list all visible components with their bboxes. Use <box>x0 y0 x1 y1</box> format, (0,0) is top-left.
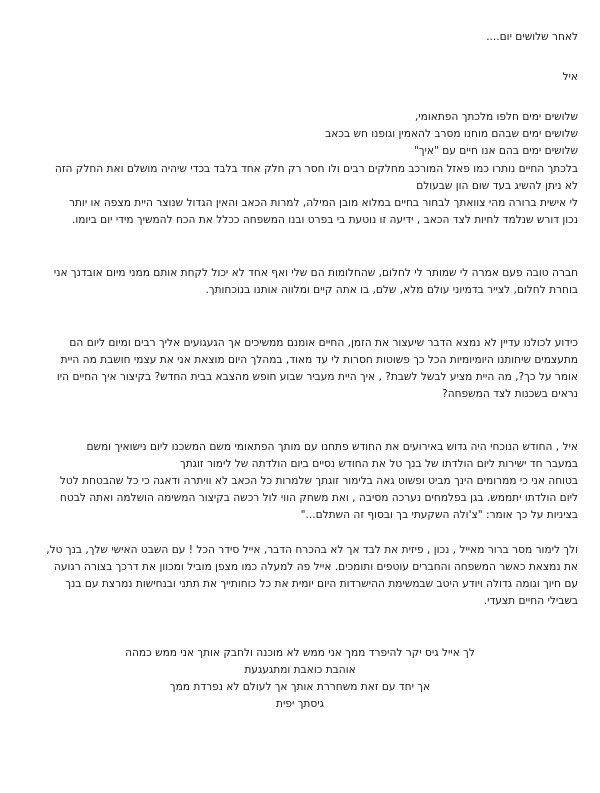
paragraph-line: בציניות על כך אומר: "צ'ולה השקעתי בך ובסוף זה השתלם..." <box>300 509 578 521</box>
paragraph-line: לי אישית ברורה מהי צוואתך לבחור בחיים במלוא מובן המילה, למרות הכאב והאין הגדול שנוצר היית מצפה או יותר <box>68 197 578 209</box>
closing-line: אוהבת כואבת ומתגעגעת <box>244 664 356 676</box>
paragraph-line: איל , החודש הנוכחי היה גדוש באירועים את החודש פתחנו עם מותך הפתאומי משם המשכנו ליום נישואיך ומשם <box>86 441 578 453</box>
paragraph-line: לא ניתן להשיג בעד שום הון שבעולם <box>416 180 578 192</box>
paragraph-line: כידוע לכולנו עדיין לא נמצא הדבר שיעצור את הזמן, החיים אומנם ממשיכים אך הגעגועים אליך רבים ומיום ליום הם <box>69 337 578 349</box>
paragraph-line: בשבילי החיים תצעדי. <box>483 595 578 607</box>
paragraph-line: נכון דורש שנלמד לחיות לצד הכאב , ידיעה זו נוטעת בי בפרט ובנו המשפחה ככלל את הכח להמשיך מידי יום ביומו. <box>71 214 578 226</box>
paragraph-line: בוחרת לחלום, לצייר בדמיוני עולם מלא, שלם, בו אתה קיים ומלווה אותנו בנוכחותך. <box>205 284 578 296</box>
signature: גיסתך יפית <box>276 698 324 710</box>
paragraph-line: נראים בשכנות לצד המשפחה? <box>442 388 578 400</box>
paragraph-line: שלושים ימים חלפו מלכתך הפתאומי, <box>414 111 578 123</box>
closing-line: לך אייל גיס יקר להיפרד ממך אני ממש לא מוכנה ולחבק אותך אני ממש כמהה <box>125 647 475 659</box>
paragraph-line: עם חיוך וגומה גדולה ויודע היטב שבמשימת ההישרדות היום יומית את כל כוחותייך את תתני ובנחישות נמרצת עם בנך <box>65 578 578 590</box>
closing-line: אך יחד עם זאת משחררת אותך אך לעולם לא נפרדת ממך <box>169 681 431 693</box>
paragraph-line: ליום הולדתו יתממש. בגן בפלמחים נערכה מסיבה , ואת משחק הווי לול רכשה בקיצור המשימה הושלמה ואתה לבטח <box>59 492 578 504</box>
paragraph-line: מתעצמים שיחותנו היומיומיות הכל כך פשוטות חסרות לי עד מאוד, במהלך היום מוצאת אני את עצמי חושבת מה היית <box>60 354 578 366</box>
paragraph-line: שלושים ימים בהם אנו חיים עם "איך" <box>413 145 578 157</box>
paragraph-line: ולך לימור מסר ברור מאייל , נכון , פיזית את לבד אך לא בהכרח הדבר, אייל סידר הכל ! עם השבט האישי שלך, בנך טל, <box>46 544 578 556</box>
paragraph-line: חברה טובה פעם אמרה לי שמותר לי לחלום, שהחלומות הם שלי ואף אחד לא יכול לקחת אותם ממני מיום אובדנך אני <box>53 267 578 279</box>
paragraph-line: את נמצאת כאשר המשפחה והחברים עוטפים ותומכים. אייל פה למעלה כמו מצפן מוביל ומכוון את דרכך בצורה רגועה <box>53 561 578 573</box>
letter-salutation: איל <box>562 71 578 83</box>
letter-heading: לאחר שלושים יום.... <box>486 31 578 43</box>
paragraph-line: אומר על כך?, מה היית מציע לבשל לשבת? , איך היית מעביר שבוע חופש מהצבא בבית החדש? בקיצור איך החיים היו <box>56 371 578 383</box>
paragraph-line: במעבר חד ישירות ליום הולדתו של בנך טל את החודש נסיים ביום הולדתה של לימור זוגתך <box>180 458 578 470</box>
paragraph-line: שלושים ימים שבהם מוחנו מסרב להאמין וגופנו חש בכאב <box>325 128 578 140</box>
paragraph-line: בטוחה אני כי ממרומים הינך מביט ופשוט גאה בלימור זוגתך שלמרות כל הכאב לא וויתרה ודאגה כי כל שהבטחת לטל <box>59 475 578 487</box>
paragraph-line: בלכתך החיים נותרו כמו פאזל המורכב מחלקים רבים ולו חסר רק חלק אחד בלבד בכדי שיהיה מושלם ואת החלק הזה <box>54 163 578 175</box>
